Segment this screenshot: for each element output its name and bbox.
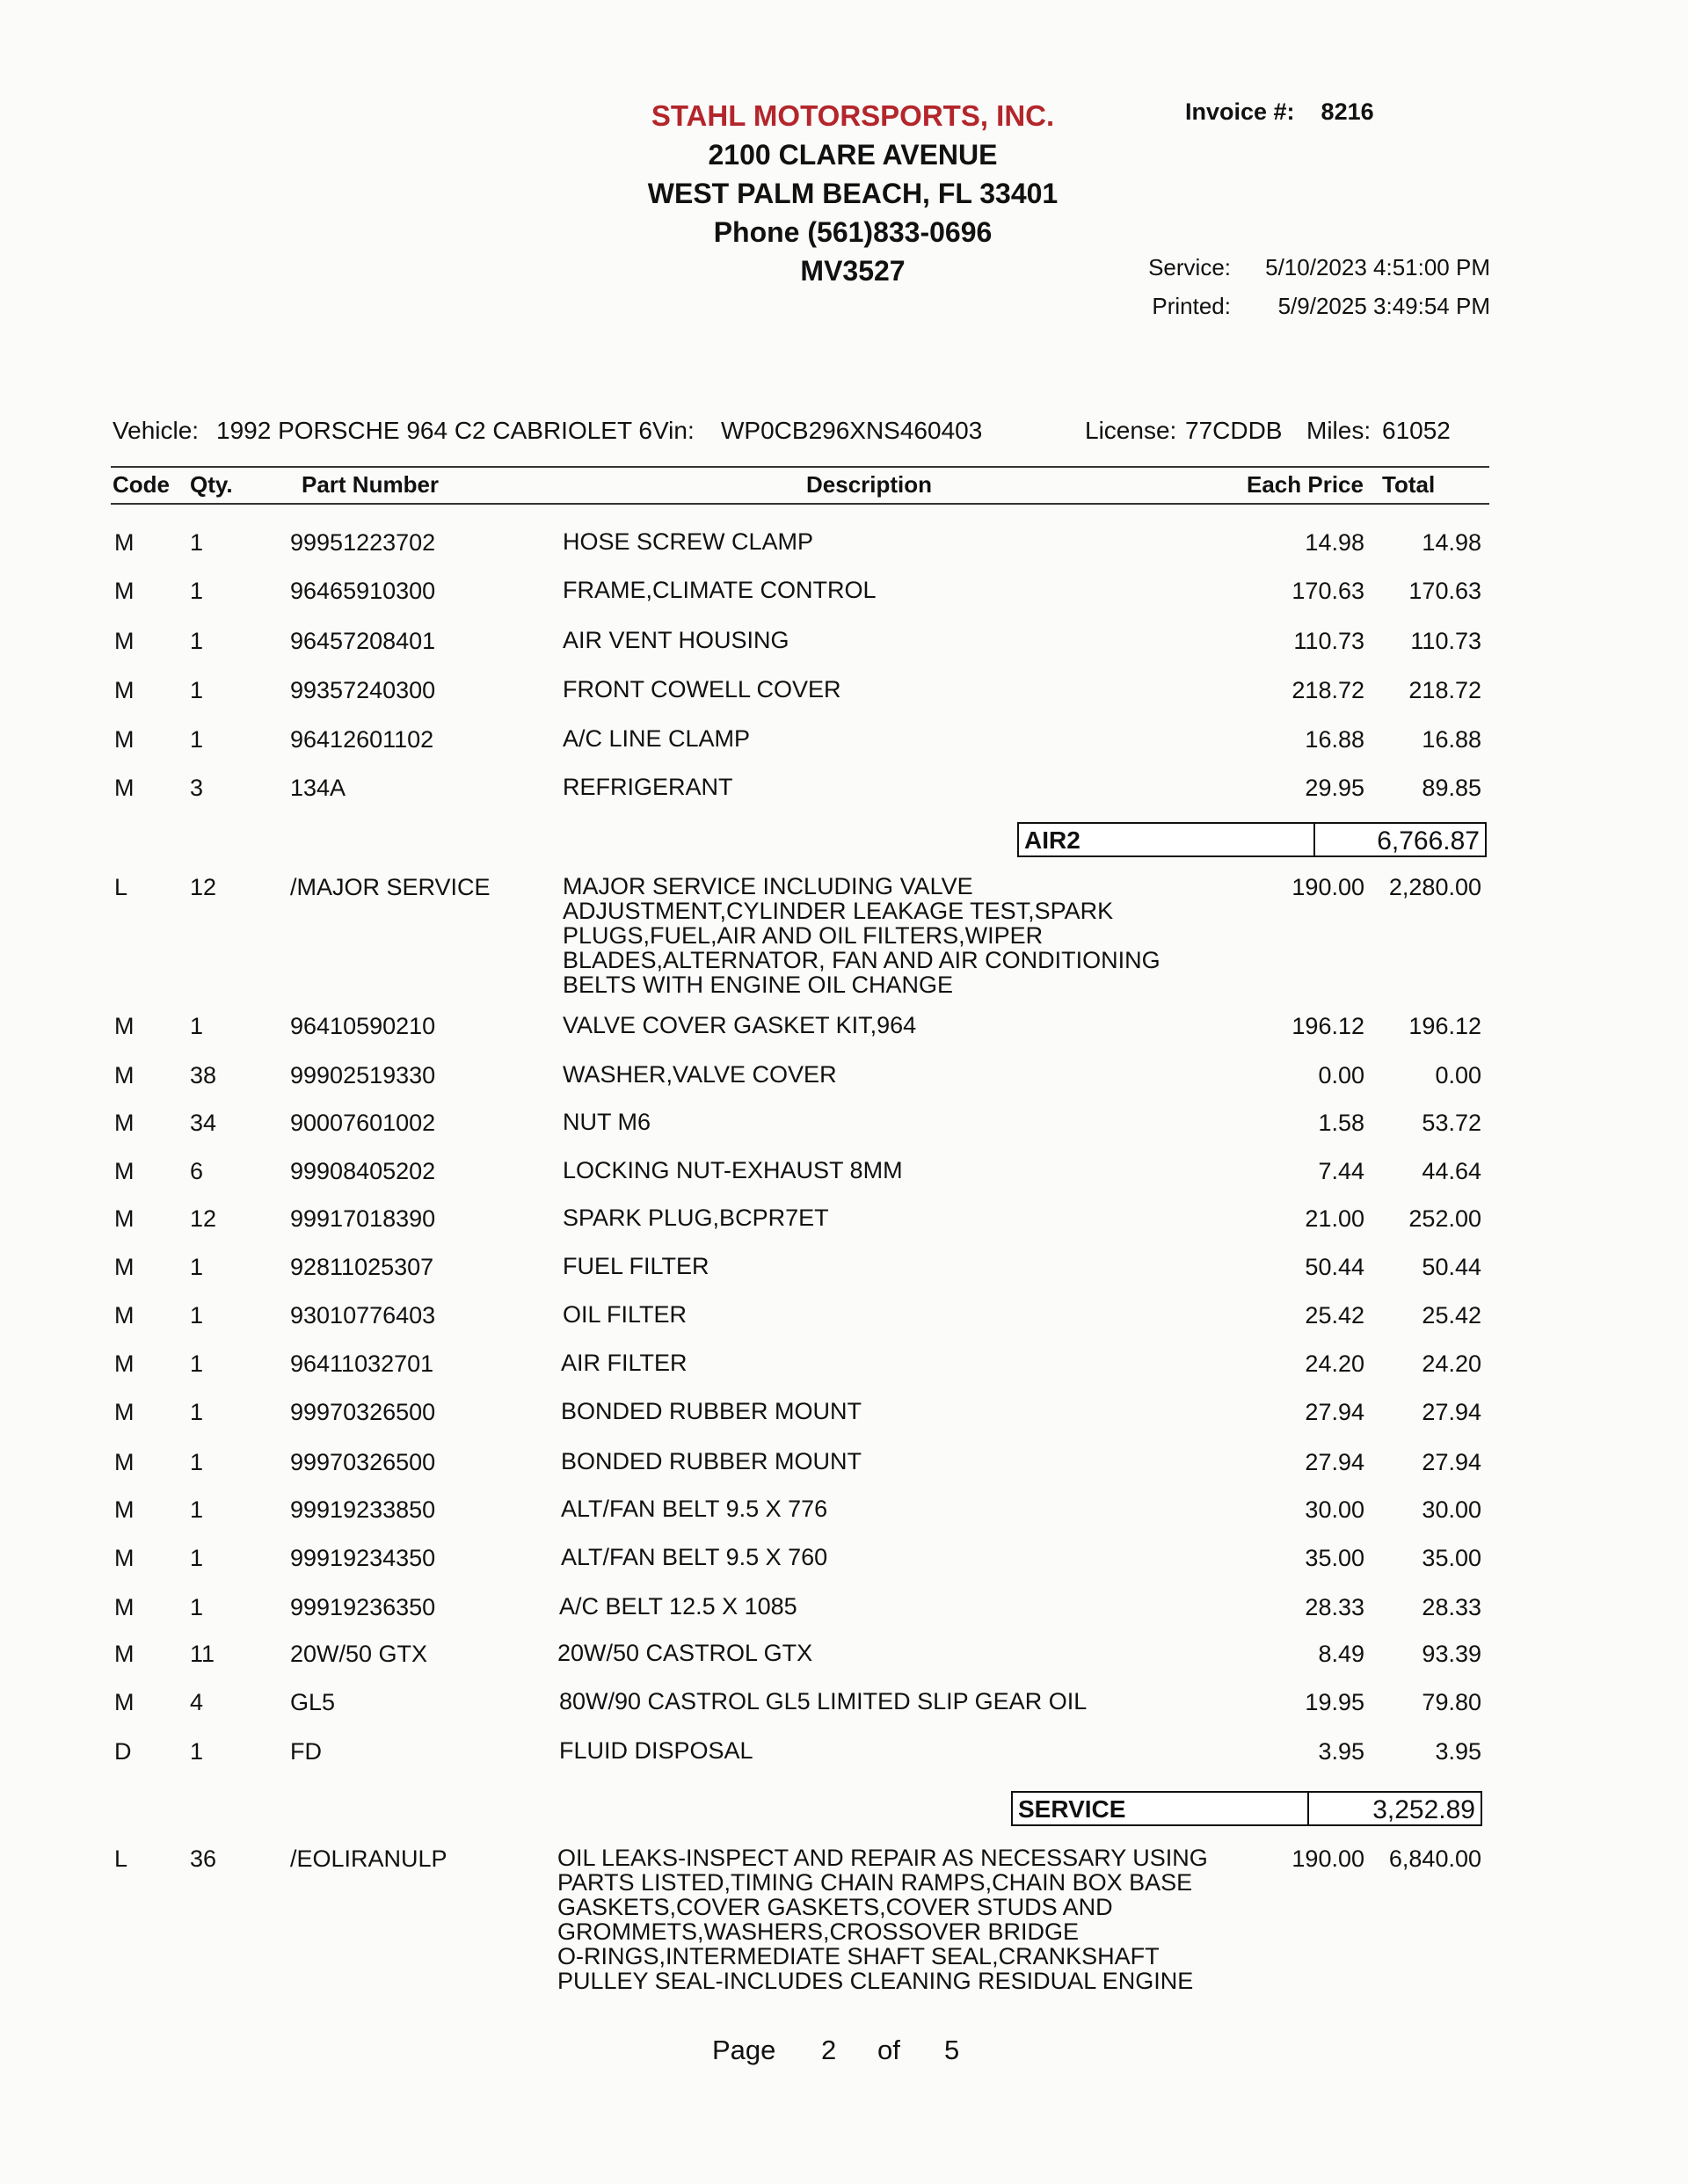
item-qty: 1	[190, 1302, 204, 1329]
item-description: AIR FILTER	[561, 1350, 688, 1376]
item-total: 93.39	[1422, 1641, 1481, 1667]
item-part-number: 99970326500	[290, 1399, 436, 1425]
item-each-price: 1.58	[1318, 1110, 1364, 1136]
item-code: M	[114, 1689, 135, 1715]
item-each-price: 196.12	[1291, 1013, 1364, 1039]
printed-date-label: Printed:	[1152, 293, 1231, 319]
item-code: M	[114, 1350, 135, 1377]
item-total: 252.00	[1408, 1205, 1481, 1232]
item-code: M	[114, 1062, 135, 1088]
company-header	[563, 97, 1143, 290]
item-code: L	[114, 874, 128, 900]
subtotal-divider	[1313, 824, 1315, 855]
item-part-number: 92811025307	[290, 1254, 434, 1280]
item-code: M	[114, 1158, 135, 1184]
service-date-value: 5/10/2023 4:51:00 PM	[1265, 254, 1490, 280]
item-each-price: 29.95	[1305, 775, 1364, 801]
vin-value: WP0CB296XNS460403	[721, 417, 983, 444]
item-each-price: 190.00	[1291, 1845, 1364, 1872]
license-label: License:	[1085, 417, 1177, 444]
item-total: 50.44	[1422, 1254, 1481, 1280]
item-qty: 6	[190, 1158, 204, 1184]
item-description: AIR VENT HOUSING	[563, 627, 789, 653]
subtotal-amount: 6,766.87	[1377, 826, 1480, 855]
item-each-price: 27.94	[1305, 1399, 1364, 1425]
item-code: M	[114, 1545, 135, 1571]
item-description: FRAME,CLIMATE CONTROL	[563, 577, 877, 603]
item-part-number: 99919234350	[290, 1545, 436, 1571]
item-total: 24.20	[1422, 1350, 1481, 1377]
item-total: 14.98	[1422, 529, 1481, 556]
item-code: M	[114, 677, 135, 703]
invoice-number: 8216	[1321, 98, 1374, 125]
item-total: 16.88	[1422, 726, 1481, 753]
item-each-price: 27.94	[1305, 1449, 1364, 1475]
item-code: M	[114, 1449, 135, 1475]
page-number: 2	[821, 2035, 837, 2065]
item-part-number: 93010776403	[290, 1302, 436, 1329]
item-total: 25.42	[1422, 1302, 1481, 1329]
item-qty: 12	[190, 1205, 217, 1232]
item-code: M	[114, 628, 135, 654]
item-qty: 38	[190, 1062, 217, 1088]
item-total: 53.72	[1422, 1110, 1481, 1136]
item-qty: 1	[190, 1350, 204, 1377]
item-code: M	[114, 1594, 135, 1620]
item-description: A/C BELT 12.5 X 1085	[559, 1593, 797, 1620]
item-description: 80W/90 CASTROL GL5 LIMITED SLIP GEAR OIL	[559, 1688, 1088, 1714]
page-label: Page	[712, 2035, 776, 2065]
item-qty: 1	[190, 529, 204, 556]
item-each-price: 190.00	[1291, 874, 1364, 900]
item-each-price: 50.44	[1305, 1254, 1364, 1280]
invoice-label: Invoice #:	[1185, 98, 1295, 125]
item-part-number: 90007601002	[290, 1110, 436, 1136]
printed-date-value: 5/9/2025 3:49:54 PM	[1277, 293, 1490, 319]
item-total: 28.33	[1422, 1594, 1481, 1620]
item-part-number: 134A	[290, 775, 346, 801]
item-description: VALVE COVER GASKET KIT,964	[563, 1012, 917, 1038]
item-total: 89.85	[1422, 775, 1481, 801]
item-part-number: /MAJOR SERVICE	[290, 874, 491, 900]
item-part-number: 99951223702	[290, 529, 436, 556]
item-each-price: 8.49	[1318, 1641, 1364, 1667]
miles-label: Miles:	[1306, 417, 1372, 444]
item-part-number: 99902519330	[290, 1062, 436, 1088]
vehicle-value: 1992 PORSCHE 964 C2 CABRIOLET 6	[216, 417, 652, 444]
item-part-number: 99917018390	[290, 1205, 436, 1232]
vin-label: Vin:	[652, 417, 695, 444]
item-each-price: 30.00	[1305, 1496, 1364, 1523]
item-part-number: 96411032701	[290, 1350, 434, 1377]
item-description: BONDED RUBBER MOUNT	[561, 1398, 862, 1424]
item-total: 110.73	[1410, 628, 1481, 654]
item-part-number: 99970326500	[290, 1449, 436, 1475]
item-each-price: 35.00	[1305, 1545, 1364, 1571]
item-qty: 34	[190, 1110, 217, 1136]
item-total: 27.94	[1422, 1399, 1481, 1425]
vehicle-label: Vehicle:	[113, 417, 200, 444]
item-each-price: 19.95	[1305, 1689, 1364, 1715]
item-qty: 4	[190, 1689, 204, 1715]
item-qty: 11	[190, 1641, 215, 1667]
item-qty: 1	[190, 1399, 204, 1425]
item-description: FUEL FILTER	[563, 1253, 709, 1279]
header-bottom-rule	[111, 503, 1489, 505]
item-code: M	[114, 1254, 135, 1280]
item-code: M	[114, 1496, 135, 1523]
col-part-header: Part Number	[302, 471, 440, 498]
item-part-number: 96412601102	[290, 726, 434, 753]
item-part-number: 99357240300	[290, 677, 436, 703]
item-each-price: 16.88	[1305, 726, 1364, 753]
item-total: 44.64	[1422, 1158, 1481, 1184]
service-date-label: Service:	[1148, 254, 1231, 280]
item-qty: 1	[190, 1496, 204, 1523]
invoice-number-block	[1185, 98, 1374, 126]
item-description: OIL FILTER	[563, 1301, 688, 1328]
item-description: HOSE SCREW CLAMP	[563, 528, 814, 555]
item-qty: 3	[190, 775, 204, 801]
col-code-header: Code	[113, 471, 170, 498]
item-description: REFRIGERANT	[563, 774, 733, 800]
subtotal-box-air2	[1017, 822, 1487, 857]
item-qty: 1	[190, 628, 204, 654]
miles-value: 61052	[1382, 417, 1451, 444]
item-qty: 1	[190, 677, 204, 703]
item-qty: 1	[190, 1449, 204, 1475]
item-total: 170.63	[1408, 578, 1481, 604]
item-description: OIL LEAKS-INSPECT AND REPAIR AS NECESSARY USING PARTS LISTED,TIMING CHAIN RAMPS,CHAIN BOX BASE GASKETS,COVER GASKETS,COVER STUDS AND GROMMETS,WASHERS,CROSSOVER BRIDGE O-RINGS,INTERMEDIATE SHAFT SEAL,CRANKSHAFT PULLEY SEAL-INCLUDES CLEANING RESIDUAL ENGINE	[557, 1845, 1208, 1994]
company-phone: Phone (561)833-0696	[713, 216, 993, 248]
company-license: MV3527	[800, 255, 906, 287]
item-description: FLUID DISPOSAL	[559, 1737, 753, 1764]
license-value: 77CDDB	[1185, 417, 1283, 444]
item-qty: 1	[190, 1254, 204, 1280]
item-code: M	[114, 529, 135, 556]
item-each-price: 7.44	[1318, 1158, 1364, 1184]
item-part-number: 99908405202	[290, 1158, 436, 1184]
item-part-number: 96457208401	[290, 628, 436, 654]
item-total: 27.94	[1422, 1449, 1481, 1475]
date-labels	[1143, 248, 1231, 325]
col-qty-header: Qty.	[190, 471, 233, 498]
item-qty: 1	[190, 1013, 204, 1039]
item-code: M	[114, 1110, 135, 1136]
page-total: 5	[944, 2035, 960, 2065]
item-total: 35.00	[1422, 1545, 1481, 1571]
item-each-price: 21.00	[1305, 1205, 1364, 1232]
item-code: M	[114, 1302, 135, 1329]
item-description: SPARK PLUG,BCPR7ET	[563, 1205, 829, 1231]
item-code: D	[114, 1738, 132, 1765]
item-total: 196.12	[1408, 1013, 1481, 1039]
item-description: BONDED RUBBER MOUNT	[561, 1448, 862, 1474]
of-label: of	[877, 2035, 900, 2065]
item-part-number: 99919236350	[290, 1594, 436, 1620]
company-city: WEST PALM BEACH, FL 33401	[647, 178, 1059, 209]
item-each-price: 24.20	[1305, 1350, 1364, 1377]
item-code: M	[114, 775, 135, 801]
item-code: M	[114, 1641, 135, 1667]
item-each-price: 110.73	[1293, 628, 1364, 654]
item-part-number: 20W/50 GTX	[290, 1641, 428, 1667]
item-qty: 1	[190, 1545, 204, 1571]
item-part-number: FD	[290, 1738, 322, 1765]
item-code: M	[114, 1205, 135, 1232]
item-qty: 12	[190, 874, 217, 900]
item-code: L	[114, 1845, 128, 1872]
item-part-number: 96410590210	[290, 1013, 436, 1039]
col-each-header: Each Price	[1247, 471, 1364, 498]
item-code: M	[114, 1399, 135, 1425]
item-description: 20W/50 CASTROL GTX	[557, 1640, 813, 1666]
item-description: MAJOR SERVICE INCLUDING VALVE ADJUSTMENT,CYLINDER LEAKAGE TEST,SPARK PLUGS,FUEL,AIR AND OIL FILTERS,WIPER BLADES,ALTERNATOR, FAN AND AIR CONDITIONING BELTS WITH ENGINE OIL CHANGE	[563, 873, 1160, 998]
item-description: NUT M6	[563, 1109, 651, 1135]
company-address: 2100 CLARE AVENUE	[708, 139, 998, 171]
item-qty: 1	[190, 578, 204, 604]
subtotal-amount: 3,252.89	[1372, 1795, 1475, 1824]
item-each-price: 0.00	[1318, 1062, 1364, 1088]
item-qty: 1	[190, 726, 204, 753]
item-part-number: 99919233850	[290, 1496, 436, 1523]
item-total: 2,280.00	[1388, 874, 1481, 900]
item-description: ALT/FAN BELT 9.5 X 776	[561, 1496, 828, 1522]
col-total-header: Total	[1382, 471, 1436, 498]
item-description: A/C LINE CLAMP	[563, 725, 751, 752]
col-desc-header: Description	[806, 471, 933, 498]
item-total: 6,840.00	[1388, 1845, 1481, 1872]
item-total: 0.00	[1435, 1062, 1481, 1088]
subtotal-label: AIR2	[1024, 826, 1080, 854]
item-qty: 36	[190, 1845, 217, 1872]
subtotal-box-service	[1011, 1791, 1482, 1826]
item-code: M	[114, 726, 135, 753]
item-description: ALT/FAN BELT 9.5 X 760	[561, 1544, 828, 1570]
item-each-price: 28.33	[1305, 1594, 1364, 1620]
item-part-number: GL5	[290, 1689, 336, 1715]
subtotal-divider	[1307, 1793, 1309, 1824]
subtotal-label: SERVICE	[1018, 1795, 1126, 1823]
date-values	[1262, 248, 1490, 325]
item-total: 218.72	[1408, 677, 1481, 703]
item-each-price: 3.95	[1318, 1738, 1364, 1765]
item-code: M	[114, 578, 135, 604]
item-qty: 1	[190, 1594, 204, 1620]
item-total: 3.95	[1435, 1738, 1481, 1765]
header-top-rule	[111, 466, 1489, 468]
item-each-price: 14.98	[1305, 529, 1364, 556]
item-part-number: 96465910300	[290, 578, 436, 604]
item-description: FRONT COWELL COVER	[563, 676, 841, 703]
item-each-price: 25.42	[1305, 1302, 1364, 1329]
company-name: STAHL MOTORSPORTS, INC.	[651, 99, 1055, 132]
item-code: M	[114, 1013, 135, 1039]
item-total: 30.00	[1422, 1496, 1481, 1523]
item-qty: 1	[190, 1738, 204, 1765]
item-description: LOCKING NUT-EXHAUST 8MM	[563, 1157, 903, 1183]
item-total: 79.80	[1422, 1689, 1481, 1715]
item-part-number: /EOLIRANULP	[290, 1845, 447, 1872]
item-each-price: 218.72	[1291, 677, 1364, 703]
item-each-price: 170.63	[1291, 578, 1364, 604]
item-description: WASHER,VALVE COVER	[563, 1061, 837, 1088]
